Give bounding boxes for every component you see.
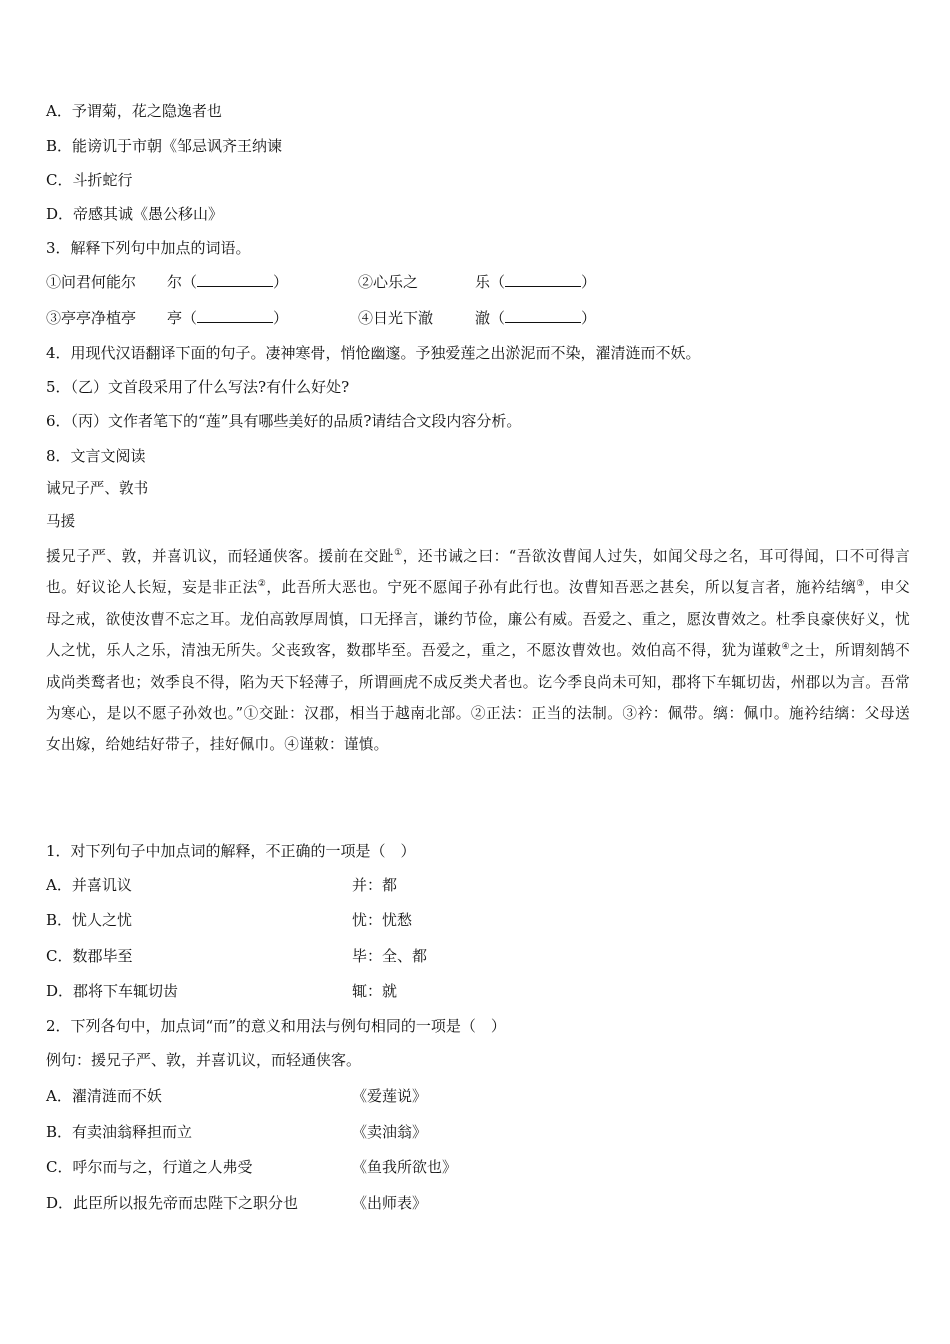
passage-author: 马援	[46, 513, 76, 530]
footnote-marker-3: ③	[856, 579, 865, 590]
sub2-option-a: A．濯清涟而不妖 《爱莲说》	[46, 1087, 428, 1105]
passage-body: 援兄子严、敦，并喜讥议，而轻通侠客。援前在交趾①，还书诫之曰：“吾欲汝曹闻人过失，如闻父母之名，耳可得闻，口不可得言也。好议论人长短，妄是非正法②，此吾所大恶也。宁死不愿闻子孙有此行也。汝曹知吾恶之甚矣，所以复言者，施衿结缡③，申父母之戒，欲使汝曹不忘之耳。龙伯高敦厚周慎，口无择言，谦约节俭，廉公有威。吾爱之、重之，愿汝曹效之。杜季良豪侠好义，忧人之忧，乐人之乐，清浊无所失。父丧致客，数郡毕至。吾爱之，重之，不愿汝曹效也。效伯高不得，犹为谨敕④之士，所谓刻鹄不成尚类鹜者也；效季良不得，陷为天下轻薄子，所谓画虎不成反类犬者也。讫今季良尚未可知，郡将下车辄切齿，州郡以为言。吾常为寒心，是以不愿子孙效也。”①交趾：汉郡，相当于越南北部。②正法：正当的法制。③衿：佩带。缡：佩巾。施衿结缡：父母送女出嫁，给她结好带子，挂好佩巾。④谨敕：谨慎。	[46, 548, 911, 754]
q3-item-1: ①问君何能尔 尔（ ）	[46, 273, 289, 291]
answer-blank[interactable]	[505, 273, 581, 287]
question-3-prompt: 3．解释下列句中加点的词语。	[46, 239, 251, 257]
sub2-example: 例句：援兄子严、敦，并喜讥议，而轻通侠客。	[46, 1051, 362, 1069]
sub2-option-c: C．呼尔而与之，行道之人弗受 《鱼我所欲也》	[46, 1158, 458, 1176]
footnote-marker-1: ①	[394, 548, 403, 559]
footnote-marker-4: ④	[781, 642, 791, 653]
answer-blank[interactable]	[197, 309, 273, 323]
q3-item-3: ③亭亭净植亭 亭（ ）	[46, 309, 289, 327]
option-b: B．能谤讥于市朝《邹忌讽齐王纳谏	[46, 137, 283, 155]
question-5: 5．（乙）文首段采用了什么写法?有什么好处?	[46, 378, 350, 396]
sub1-option-c: C．数郡毕至 毕：全、都	[46, 947, 428, 965]
passage-title: 诫兄子严、敦书	[46, 480, 149, 497]
sub-question-2-prompt: 2．下列各句中，加点词“而”的意义和用法与例句相同的一项是（ ）	[46, 1017, 506, 1035]
question-4: 4．用现代汉语翻译下面的句子。凄神寒骨，悄怆幽邃。予独爱莲之出淤泥而不染，濯清涟而不妖。	[46, 344, 701, 362]
q3-item-2: ②心乐之 乐（ ）	[358, 273, 597, 291]
option-a: A．予谓菊，花之隐逸者也	[46, 102, 222, 120]
option-d: D．帝感其诚《愚公移山》	[46, 205, 224, 223]
sub2-option-d: D．此臣所以报先帝而忠陛下之职分也 《出师表》	[46, 1194, 428, 1212]
footnote-marker-2: ②	[257, 579, 267, 590]
sub-question-1-prompt: 1．对下列句子中加点词的解释，不正确的一项是（ ）	[46, 842, 416, 860]
answer-blank[interactable]	[505, 309, 581, 323]
sub2-option-b: B．有卖油翁释担而立 《卖油翁》	[46, 1123, 428, 1141]
question-6: 6．（丙）文作者笔下的“莲”具有哪些美好的品质?请结合文段内容分析。	[46, 412, 522, 430]
sub1-option-b: B．忧人之忧 忧：忧愁	[46, 911, 413, 929]
option-c: C．斗折蛇行	[46, 171, 133, 189]
section-8-heading: 8．文言文阅读	[46, 447, 146, 465]
passage-notes: ①交趾：汉郡，相当于越南北部。②正法：正当的法制。③衿：佩带。缡：佩巾。施衿结缡：父母送女出嫁，给她结好带子，挂好佩巾。④谨敕：谨慎。	[46, 705, 910, 754]
answer-blank[interactable]	[197, 273, 273, 287]
sub1-option-d: D．郡将下车辄切齿 辄：就	[46, 982, 398, 1000]
q3-item-4: ④日光下澈 澈（ ）	[358, 309, 597, 327]
sub1-option-a: A．并喜讥议 并：都	[46, 876, 398, 894]
